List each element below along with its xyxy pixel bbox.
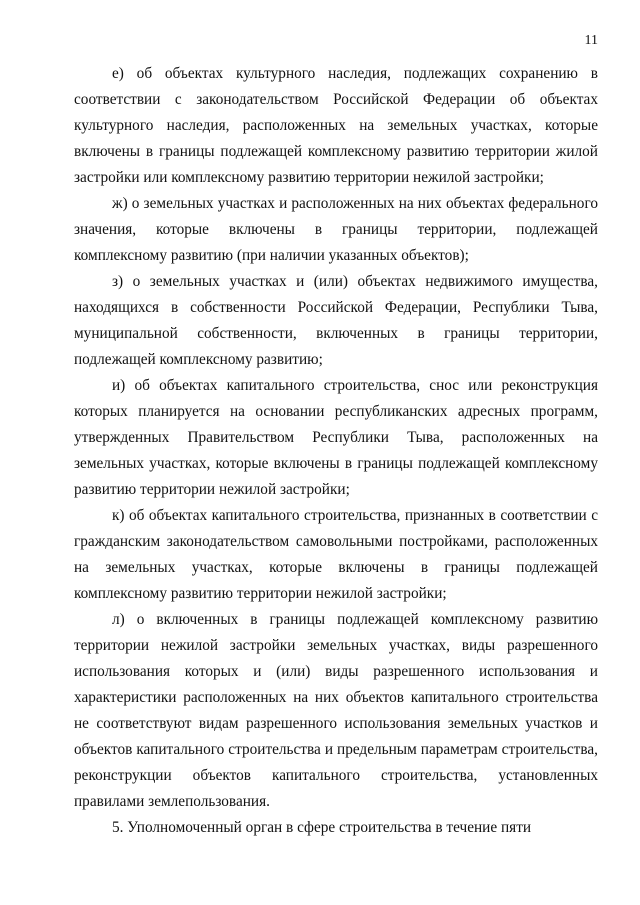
paragraph-z: з) о земельных участках и (или) объектах недвижимого имущества, находящихся в собственности Российской Федерации, Республики Тыва, муниципальной собственности, включенных в границы территории, подлежащей комплексному развитию; [74, 273, 598, 368]
paragraph-5: 5. Уполномоченный орган в сфере строительства в течение пяти [112, 819, 532, 836]
paragraph-zh: ж) о земельных участках и расположенных на них объектах федерального значения, которые включены в границы территории, подлежащей комплексному развитию (при наличии указанных объектов); [74, 195, 598, 264]
paragraph-i: и) об объектах капитального строительства, снос или реконструкция которых планируется на основании республиканских адресных программ, утвержденных Правительством Республики Тыва, расположенных на земельных участках, которые включены в границы подлежащей комплексному развитию территории нежилой застройки; [74, 377, 598, 498]
paragraph-k: к) об объектах капитального строительства, признанных в соответствии с гражданским законодательством самовольными постройками, расположенных на земельных участках, которые включены в границы подлежащей комплексному развитию территории нежилой застройки; [74, 507, 598, 602]
paragraph-l: л) о включенных в границы подлежащей комплексному развитию территории нежилой застройки земельных участках, виды разрешенного использования которых и (или) виды разрешенного использования и характеристики расположенных на них объектов капитального строительства не соответствуют видам разрешенного использования земельных участков и объектов капитального строительства и предельным параметрам строительства, реконструкции объектов капитального строительства, установленных правилами землепользования. [74, 611, 598, 810]
page-number: 11 [584, 33, 598, 48]
paragraph-e: е) об объектах культурного наследия, подлежащих сохранению в соответствии с законодательством Российской Федерации об объектах культурного наследия, расположенных на земельных участках, которые включены в границы подлежащей комплексному развитию территории жилой застройки или комплексному развитию территории нежилой застройки; [74, 65, 598, 186]
document-body [74, 61, 598, 841]
